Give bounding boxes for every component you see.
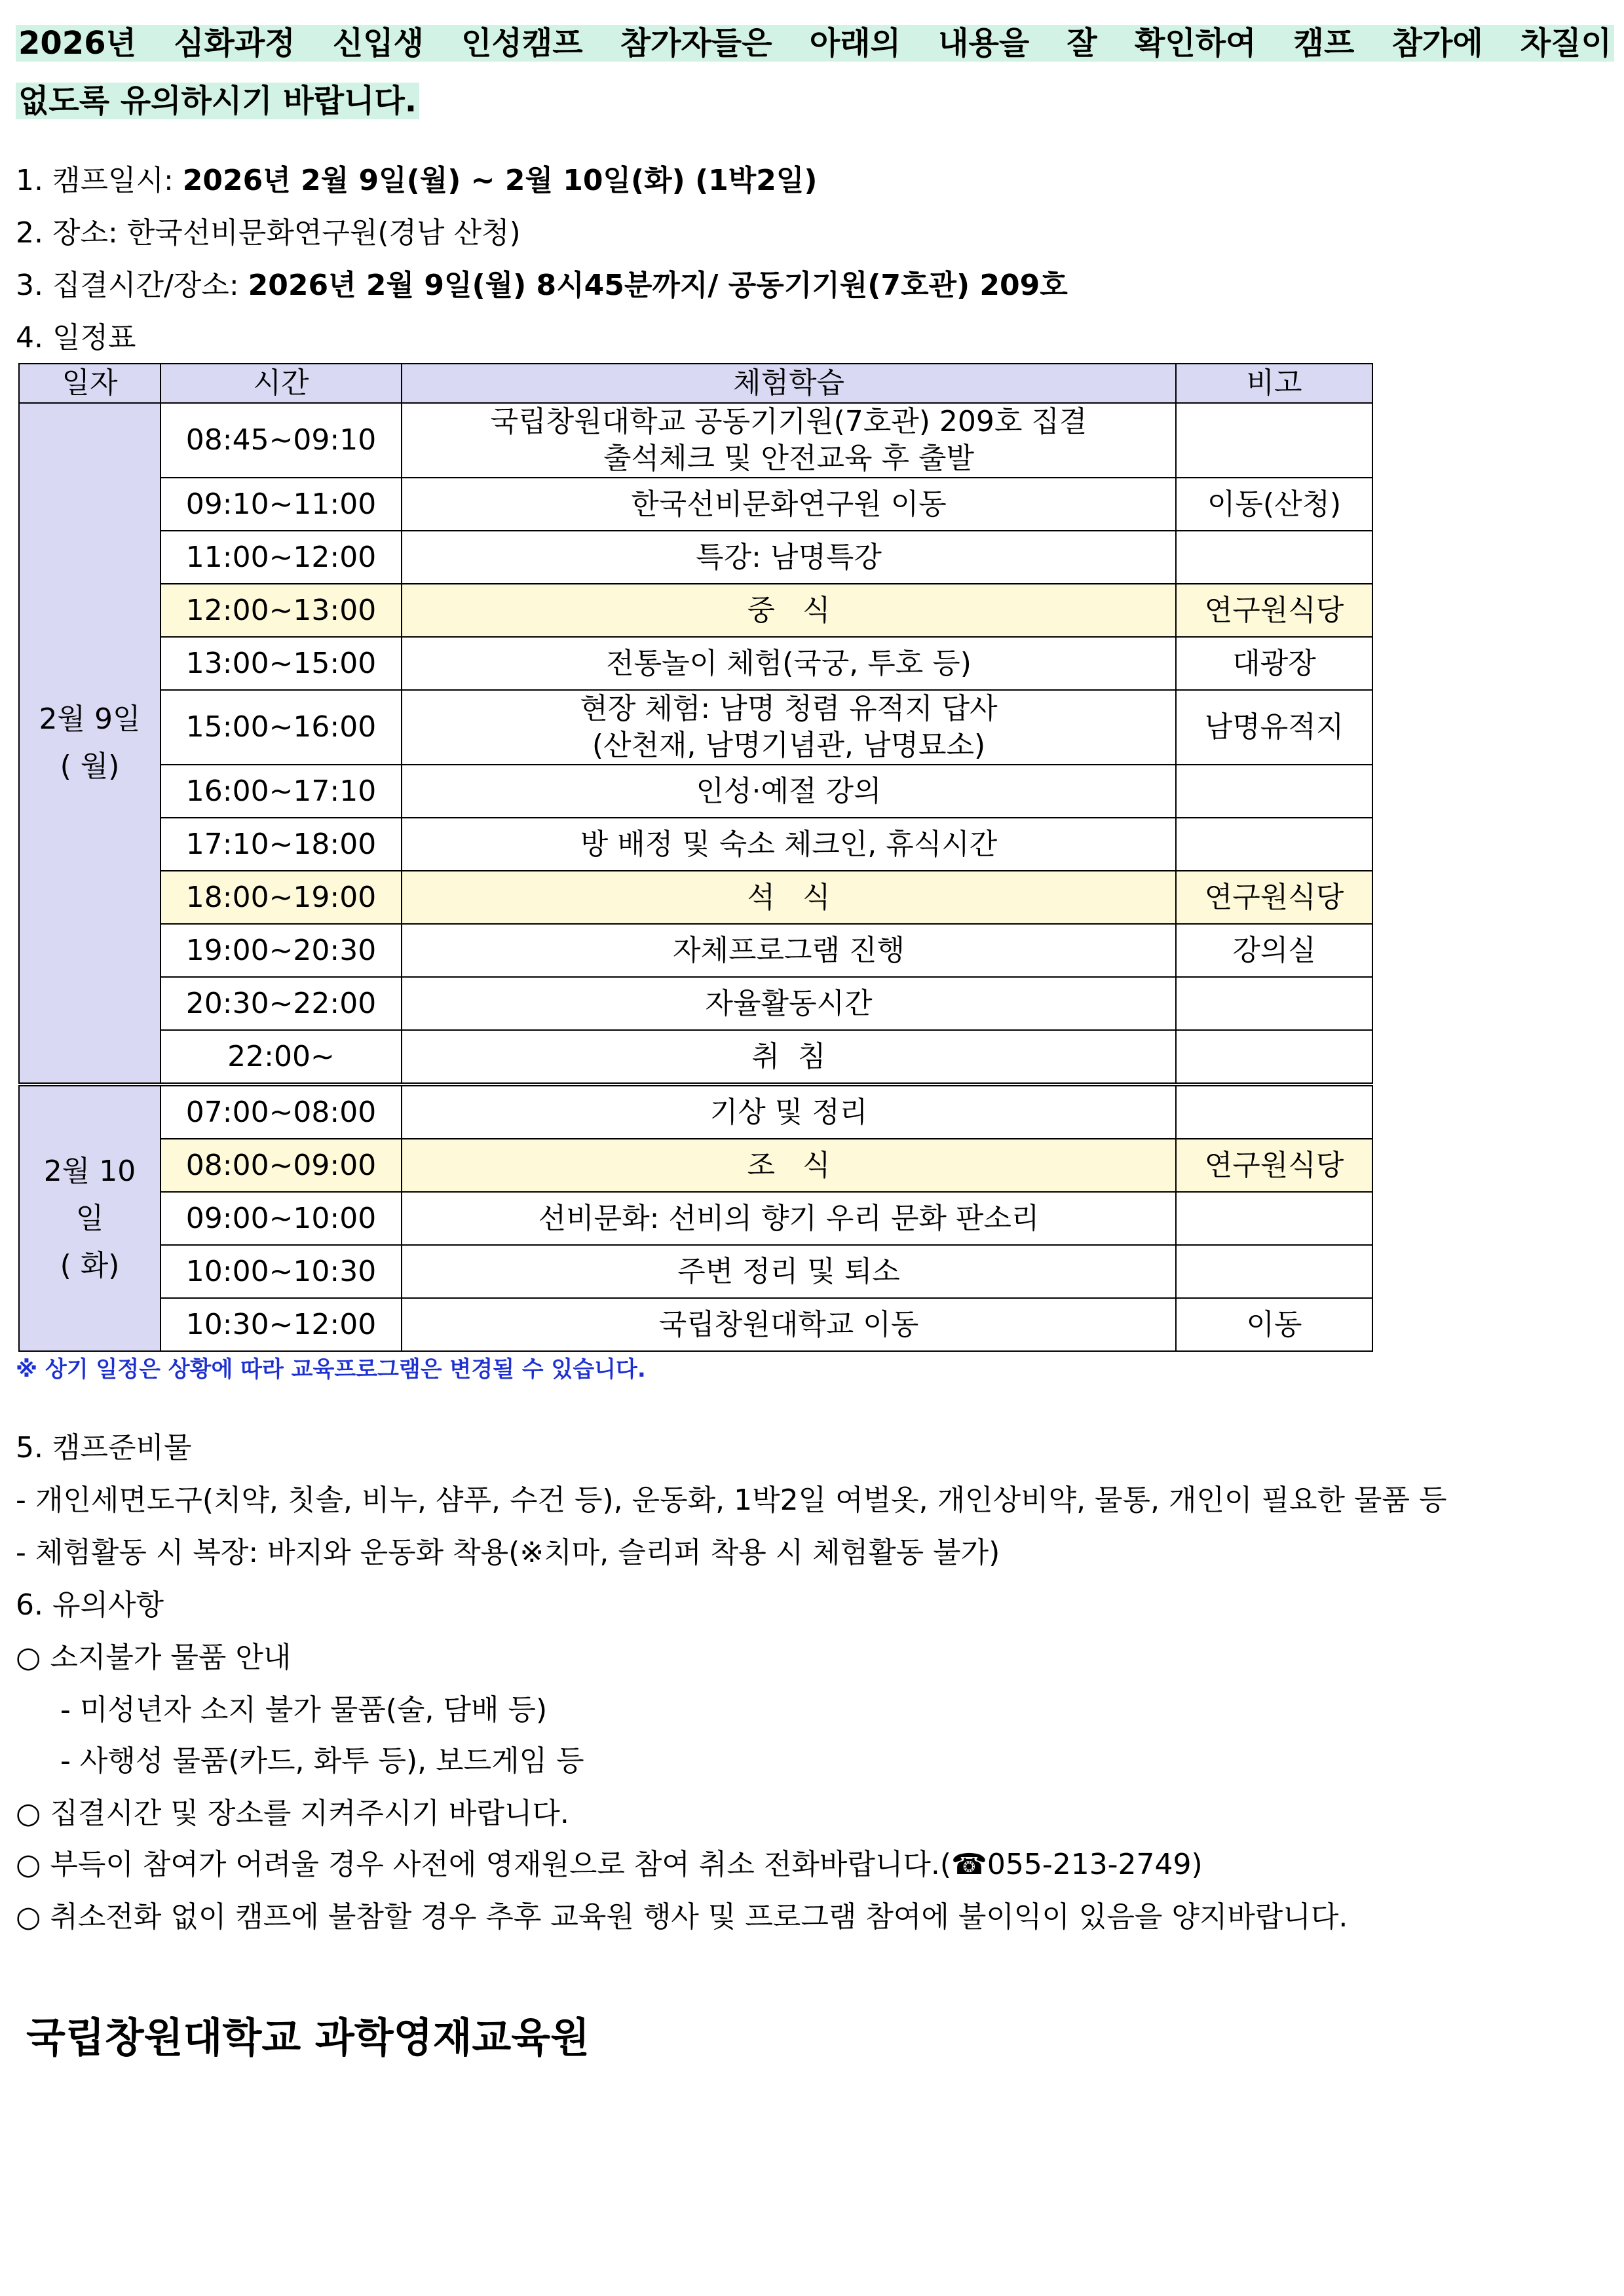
table-row-meal: 12:00~13:00 중 식 연구원식당 xyxy=(19,584,1372,637)
cautions-title: 6. 유의사항 xyxy=(16,1588,164,1622)
table-row: 13:00~15:00 전통놀이 체험(국궁, 투호 등) 대광장 xyxy=(19,637,1372,690)
schedule-header-row xyxy=(19,364,1372,403)
table-row: 09:00~10:00 선비문화: 선비의 향기 우리 문화 판소리 xyxy=(19,1192,1372,1245)
caution-2: ○ 집결시간 및 장소를 지켜주시기 바랍니다. xyxy=(16,1797,569,1830)
organization-name: 국립창원대학교 과학영재교육원 xyxy=(26,2014,590,2061)
intro-line-1: 2026년 심화과정 신입생 인성캠프 참가자들은 아래의 내용을 잘 확인하여 캠프 참가에 차질이 xyxy=(16,14,1614,72)
caution-1-sub-1: - 미성년자 소지 불가 물품(술, 담배 등) xyxy=(60,1693,548,1727)
header-activity: 체험학습 xyxy=(402,364,1176,403)
caution-4: ○ 취소전화 없이 캠프에 불참할 경우 추후 교육원 행사 및 프로그램 참여에 불이익이 있음을 양지바랍니다. xyxy=(16,1900,1348,1934)
header-time: 시간 xyxy=(161,364,402,403)
table-row: 15:00~16:00 현장 체험: 남명 청렴 유적지 답사 (산천재, 남명기념관, 남명묘소) 남명유적지 xyxy=(19,690,1372,765)
intro-notice xyxy=(16,14,1614,130)
table-row: 2월 9일 ( 월) 08:45~09:10 국립창원대학교 공동기기원(7호관) 209호 집결 출석체크 및 안전교육 후 출발 xyxy=(19,403,1372,478)
table-row: 20:30~22:00 자율활동시간 xyxy=(19,977,1372,1030)
info-location: 2. 장소: 한국선비문화연구원(경남 산청) xyxy=(16,216,521,250)
caution-3: ○ 부득이 참여가 어려울 경우 사전에 영재원으로 참여 취소 전화바랍니다.(☎055-213-2749) xyxy=(16,1848,1203,1881)
prep-title: 5. 캠프준비물 xyxy=(16,1431,192,1464)
caution-1: ○ 소지불가 물품 안내 xyxy=(16,1641,292,1674)
schedule-table xyxy=(18,363,1373,1352)
table-row: 11:00~12:00 특강: 남명특강 xyxy=(19,531,1372,584)
table-row: 2월 10 일 ( 화) 07:00~08:00 기상 및 정리 xyxy=(19,1084,1372,1139)
intro-line-2: 없도록 유의하시기 바랍니다. xyxy=(16,72,1614,130)
table-row: 19:00~20:30 자체프로그램 진행 강의실 xyxy=(19,924,1372,977)
schedule-footnote: ※ 상기 일정은 상황에 따라 교육프로그램은 변경될 수 있습니다. xyxy=(16,1356,646,1383)
day1-cell: 2월 9일 ( 월) xyxy=(19,403,161,1084)
header-note: 비고 xyxy=(1176,364,1372,403)
day2-cell: 2월 10 일 ( 화) xyxy=(19,1084,161,1351)
prep-line-1: - 개인세면도구(치약, 칫솔, 비누, 샴푸, 수건 등), 운동화, 1박2일 여벌옷, 개인상비약, 물통, 개인이 필요한 물품 등 xyxy=(16,1483,1447,1517)
info-schedule-title: 4. 일정표 xyxy=(16,321,136,354)
table-row: 22:00~ 취 침 xyxy=(19,1030,1372,1084)
info-camp-dates: 1. 캠프일시: 2026년 2월 9일(월) ~ 2월 10일(화) (1박2일) xyxy=(16,164,818,197)
table-row: 10:00~10:30 주변 정리 및 퇴소 xyxy=(19,1245,1372,1298)
caution-1-sub-2: - 사행성 물품(카드, 화투 등), 보드게임 등 xyxy=(60,1744,584,1778)
table-row: 10:30~12:00 국립창원대학교 이동 이동 xyxy=(19,1298,1372,1351)
prep-line-2: - 체험활동 시 복장: 바지와 운동화 착용(※치마, 슬리퍼 착용 시 체험활동 불가) xyxy=(16,1536,1000,1569)
info-meeting: 3. 집결시간/장소: 2026년 2월 9일(월) 8시45분까지/ 공동기기원(7호관) 209호 xyxy=(16,269,1068,302)
table-row: 09:10~11:00 한국선비문화연구원 이동 이동(산청) xyxy=(19,478,1372,531)
table-row-meal: 18:00~19:00 석 식 연구원식당 xyxy=(19,871,1372,924)
table-row: 17:10~18:00 방 배정 및 숙소 체크인, 휴식시간 xyxy=(19,818,1372,871)
table-row-meal: 08:00~09:00 조 식 연구원식당 xyxy=(19,1139,1372,1192)
table-row: 16:00~17:10 인성·예절 강의 xyxy=(19,765,1372,818)
header-day: 일자 xyxy=(19,364,161,403)
